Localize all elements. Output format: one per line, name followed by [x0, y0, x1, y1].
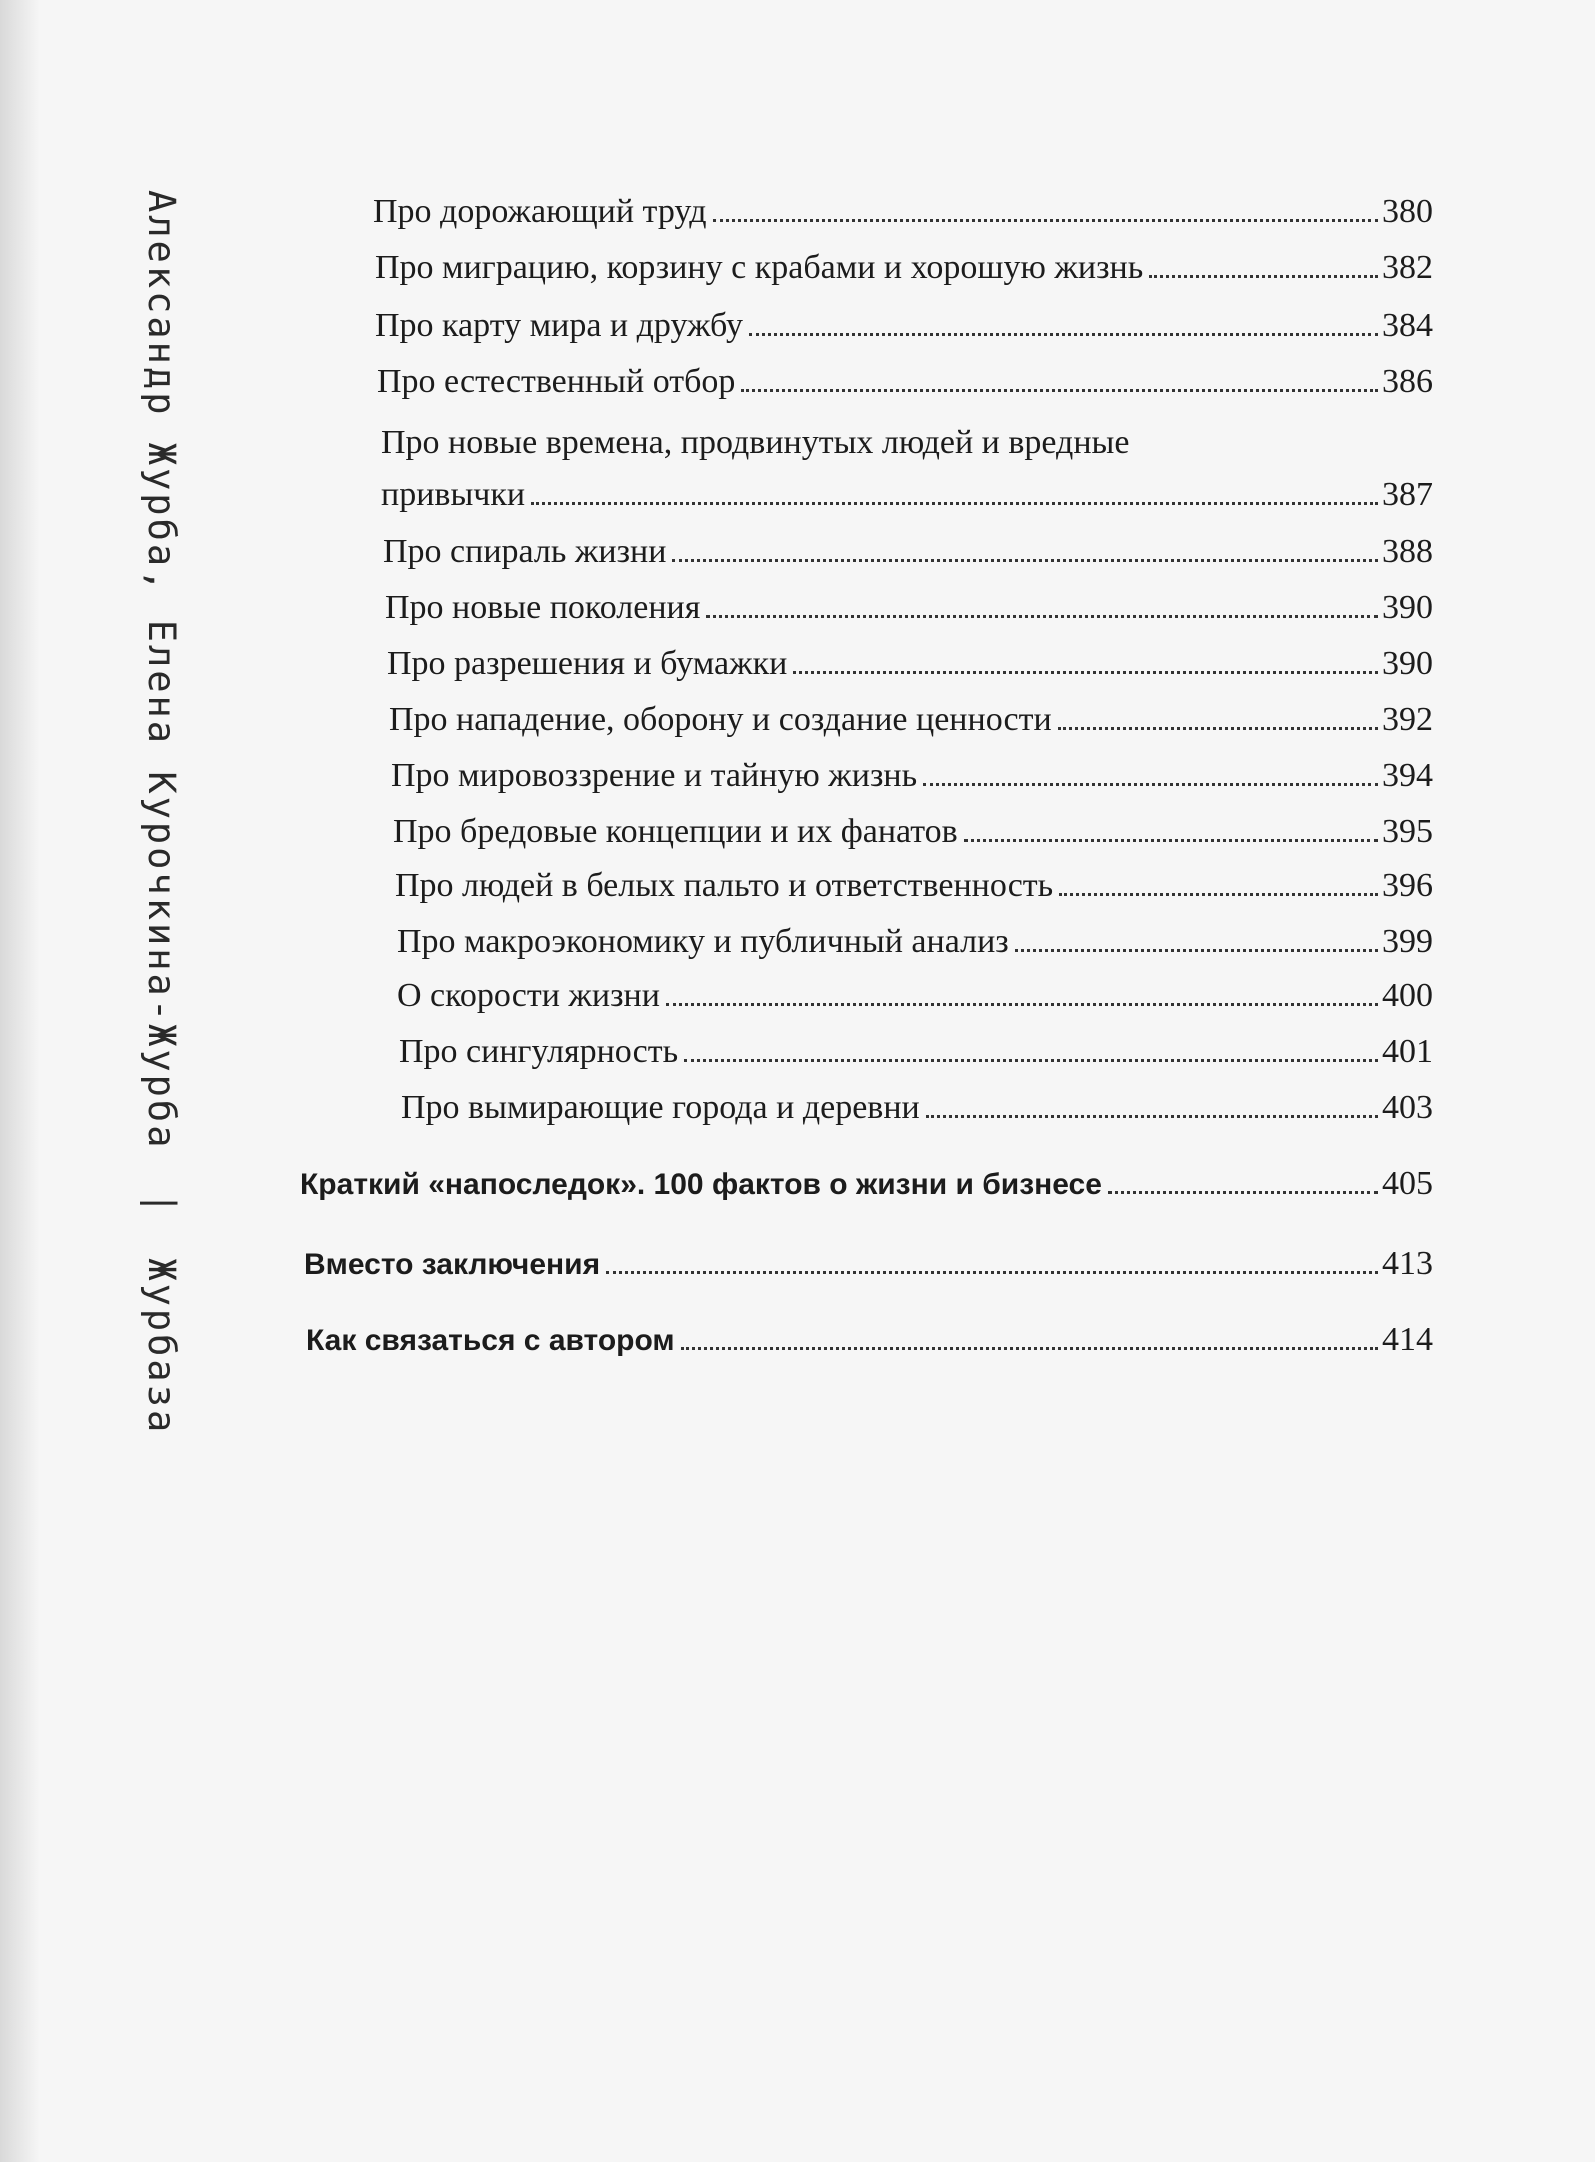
toc-entry-title: Про мировоззрение и тайную жизнь — [391, 757, 918, 794]
toc-entry[interactable] — [387, 644, 1433, 684]
toc-section[interactable] — [300, 1164, 1433, 1205]
toc-entry-title: Про макроэкономику и публичный анализ — [397, 923, 1009, 960]
toc-entry-page: 386 — [1382, 363, 1433, 400]
toc-section-page: 414 — [1382, 1321, 1433, 1358]
toc-entry-title: Про миграцию, корзину с крабами и хорошую жизнь — [375, 249, 1144, 286]
dot-leader — [531, 502, 1378, 505]
toc-entry-page: 388 — [1382, 533, 1433, 570]
toc-entry-page: 403 — [1382, 1089, 1433, 1126]
toc-entry[interactable] — [389, 700, 1433, 740]
toc-entry[interactable] — [393, 812, 1433, 852]
toc-section-page: 405 — [1382, 1165, 1433, 1202]
dot-leader — [749, 333, 1378, 336]
toc-entry-page: 387 — [1382, 476, 1433, 513]
toc-entry[interactable] — [377, 362, 1433, 402]
toc-entry-title: Про дорожающий труд — [373, 193, 707, 230]
toc-entry[interactable] — [375, 248, 1433, 288]
toc-entry-title: Про сингулярность — [399, 1033, 679, 1070]
dot-leader — [1058, 727, 1378, 730]
toc-entry-page: 384 — [1382, 307, 1433, 344]
dot-leader — [672, 559, 1378, 562]
dot-leader — [964, 839, 1378, 842]
dot-leader — [606, 1271, 1378, 1274]
running-head-separator: | — [140, 1191, 183, 1218]
toc-entry[interactable] — [381, 423, 1433, 515]
toc-section[interactable] — [304, 1244, 1433, 1285]
dot-leader — [793, 671, 1378, 674]
toc-entry[interactable] — [399, 1032, 1433, 1072]
dot-leader — [1059, 893, 1378, 896]
toc-entry[interactable] — [397, 976, 1433, 1016]
toc-entry-title: Про естественный отбор — [377, 363, 736, 400]
dot-leader — [713, 219, 1378, 222]
toc-entry-title: Про новые поколения — [385, 589, 701, 626]
toc-entry-page: 390 — [1382, 589, 1433, 626]
toc-entry-title-line1: Про новые времена, продвинутых людей и вредные — [381, 424, 1130, 461]
toc-entry-title: Про нападение, оборону и создание ценности — [389, 701, 1052, 738]
toc-entry[interactable] — [401, 1088, 1433, 1128]
toc-entry-title: Про карту мира и дружбу — [375, 307, 744, 344]
dot-leader — [1015, 949, 1378, 952]
dot-leader — [1108, 1191, 1378, 1194]
toc-entry[interactable] — [373, 192, 1433, 232]
toc-entry-page: 396 — [1382, 867, 1433, 904]
toc-section[interactable] — [306, 1320, 1433, 1361]
toc-entry[interactable] — [395, 866, 1433, 906]
toc-entry-page: 400 — [1382, 977, 1433, 1014]
toc-entry[interactable] — [391, 756, 1433, 796]
toc-section-title: Как связаться с автором — [306, 1324, 675, 1357]
toc-entry-title: О скорости жизни — [397, 977, 660, 1014]
toc-entry[interactable] — [385, 588, 1433, 628]
toc-section-page: 413 — [1382, 1245, 1433, 1282]
toc-entry-page: 399 — [1382, 923, 1433, 960]
dot-leader — [741, 389, 1378, 392]
toc-entry[interactable] — [397, 922, 1433, 962]
dot-leader — [923, 783, 1378, 786]
toc-entry-title: Про спираль жизни — [383, 533, 667, 570]
toc-entry[interactable] — [383, 532, 1433, 572]
toc-section-title: Краткий «напоследок». 100 фактов о жизни и бизнесе — [300, 1168, 1102, 1201]
toc-entry-page: 392 — [1382, 701, 1433, 738]
dot-leader — [706, 615, 1378, 618]
dot-leader — [1149, 275, 1378, 278]
toc-entry-page: 382 — [1382, 249, 1433, 286]
toc-section-title: Вместо заключения — [304, 1248, 601, 1281]
running-head-authors: Александр Журба, Елена Курочкина-Журба — [140, 190, 183, 1151]
toc-entry-page: 394 — [1382, 757, 1433, 794]
toc-entry-page: 401 — [1382, 1033, 1433, 1070]
toc-entry-page: 390 — [1382, 645, 1433, 682]
toc-entry[interactable] — [375, 306, 1433, 346]
toc-entry-title-line2: привычки — [381, 476, 526, 513]
toc-entry-page: 395 — [1382, 813, 1433, 850]
toc-entry-page: 380 — [1382, 193, 1433, 230]
dot-leader — [681, 1347, 1378, 1350]
toc-entry-title: Про бредовые концепции и их фанатов — [393, 813, 958, 850]
toc-entry-title: Про разрешения и бумажки — [387, 645, 788, 682]
running-head-book-title: Журбаза — [140, 1258, 183, 1436]
toc-entry-title: Про вымирающие города и деревни — [401, 1089, 920, 1126]
dot-leader — [926, 1115, 1378, 1118]
dot-leader — [684, 1059, 1378, 1062]
toc-entry-title: Про людей в белых пальто и ответственность — [395, 867, 1054, 904]
dot-leader — [666, 1003, 1378, 1006]
